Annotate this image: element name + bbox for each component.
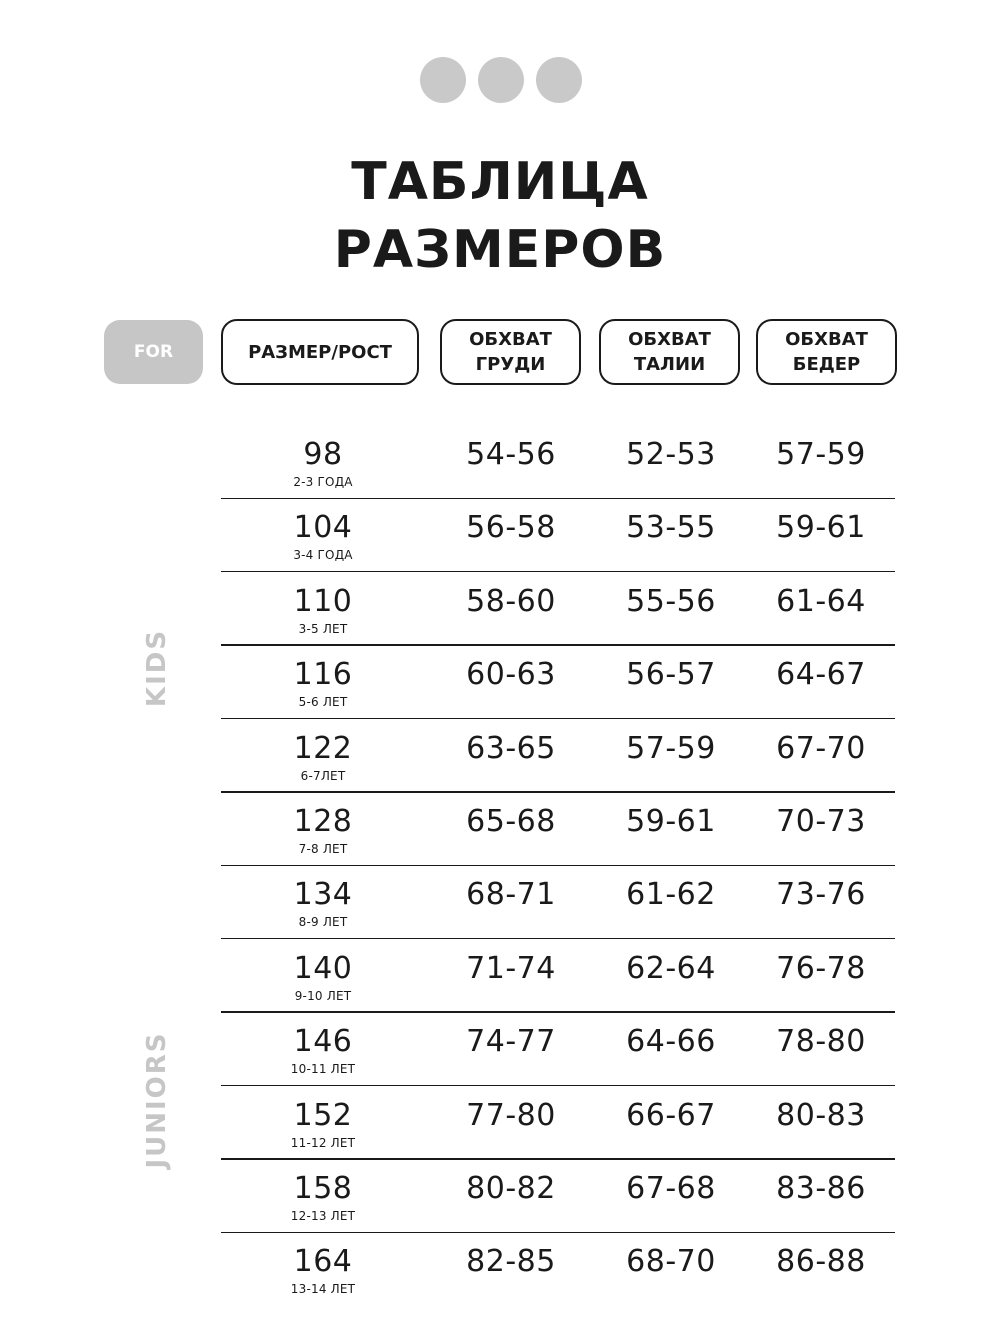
age-range: 7-8 ЛЕТ: [298, 842, 348, 856]
chest-value: 63-65: [466, 730, 556, 766]
header-waist-line-2: ТАЛИИ: [633, 354, 706, 375]
size-value: 158: [293, 1171, 353, 1206]
size-cell: [221, 1025, 425, 1077]
waist-value: 61-62: [626, 877, 716, 913]
size-cell: [221, 952, 425, 1004]
chest-value: 58-60: [466, 583, 556, 619]
size-value: 128: [293, 804, 353, 839]
header-chest-line-2: ГРУДИ: [475, 354, 546, 375]
table-row: [221, 940, 895, 1013]
header-hips-line-2: БЕДЕР: [792, 354, 861, 375]
size-value: 140: [293, 950, 353, 986]
title-line-2: РАЗМЕРОВ: [333, 220, 667, 280]
chest-value: 65-68: [466, 804, 556, 839]
header-size-height: [221, 319, 419, 385]
hips-value: 59-61: [776, 510, 866, 546]
size-value: 152: [293, 1097, 353, 1133]
chest-value: 80-82: [466, 1171, 556, 1206]
size-cell: [221, 658, 425, 710]
size-cell: [221, 511, 425, 563]
table-row: [221, 1233, 895, 1306]
hips-value: 57-59: [776, 437, 866, 472]
group-label-juniors: JUNIORS: [142, 1031, 172, 1169]
header-waist-line-1: ОБХВАТ: [628, 329, 711, 350]
table-row: [221, 1087, 895, 1160]
chest-value: 71-74: [466, 950, 556, 986]
hips-value: 83-86: [776, 1171, 866, 1206]
hips-value: 80-83: [776, 1097, 866, 1133]
header-hips-line-1: ОБХВАТ: [785, 329, 868, 350]
hips-value: 78-80: [776, 1024, 866, 1060]
chest-value: 68-71: [466, 877, 556, 913]
pagination-dots: [420, 57, 582, 103]
header-chest-line-1: ОБХВАТ: [469, 329, 552, 350]
header-hips: [756, 319, 897, 385]
table-row: [221, 646, 895, 719]
age-range: 13-14 ЛЕТ: [290, 1282, 356, 1297]
hips-value: 70-73: [776, 804, 866, 839]
waist-value: 67-68: [626, 1171, 716, 1206]
title-line-1: ТАБЛИЦА: [351, 152, 649, 212]
group-label-kids: KIDS: [142, 628, 172, 708]
hips-value: 67-70: [776, 730, 866, 766]
hips-value: 64-67: [776, 657, 866, 693]
size-cell: [221, 585, 425, 637]
size-cell: [221, 1172, 425, 1224]
size-value: 104: [293, 510, 353, 546]
size-value: 122: [293, 730, 353, 766]
size-value: 98: [303, 437, 343, 472]
table-row: [221, 793, 895, 866]
table-row: [221, 499, 895, 572]
size-cell: [221, 732, 425, 784]
age-range: 9-10 ЛЕТ: [294, 988, 352, 1003]
waist-value: 64-66: [626, 1024, 716, 1060]
hips-value: 76-78: [776, 950, 866, 986]
size-value: 116: [293, 657, 353, 693]
chest-value: 54-56: [466, 437, 556, 472]
age-range: 11-12 ЛЕТ: [290, 1135, 356, 1150]
waist-value: 62-64: [626, 950, 716, 986]
chest-value: 60-63: [466, 657, 556, 693]
age-range: 3-4 ГОДА: [293, 548, 353, 563]
age-range: 5-6 ЛЕТ: [298, 695, 348, 710]
size-value: 164: [293, 1244, 353, 1280]
hips-value: 73-76: [776, 877, 866, 913]
waist-value: 68-70: [626, 1244, 716, 1280]
dot-3: [536, 57, 582, 103]
header-chest: [440, 319, 581, 385]
age-range: 3-5 ЛЕТ: [298, 621, 348, 636]
age-range: 10-11 ЛЕТ: [290, 1062, 356, 1077]
chest-value: 56-58: [466, 510, 556, 546]
dot-1: [420, 57, 466, 103]
waist-value: 53-55: [626, 510, 716, 546]
dot-2: [478, 57, 524, 103]
age-range: 6-7ЛЕТ: [300, 768, 346, 783]
chest-value: 74-77: [466, 1024, 556, 1060]
hips-value: 86-88: [776, 1244, 866, 1280]
age-range: 2-3 ГОДА: [293, 475, 353, 489]
table-row: [221, 573, 895, 646]
age-range: 8-9 ЛЕТ: [298, 915, 348, 930]
size-cell: [221, 878, 425, 930]
chest-value: 82-85: [466, 1244, 556, 1280]
table-row: [221, 1013, 895, 1086]
waist-value: 55-56: [626, 583, 716, 619]
size-cell: [221, 1099, 425, 1151]
header-size-height-label: РАЗМЕР/РОСТ: [248, 341, 392, 363]
table-row: [221, 426, 895, 499]
header-waist: [599, 319, 740, 385]
page-title: [0, 148, 1000, 284]
table-row: [221, 866, 895, 939]
size-cell: [221, 1245, 425, 1297]
size-cell: [221, 805, 425, 857]
waist-value: 57-59: [626, 730, 716, 766]
header-for: FOR: [104, 320, 203, 384]
table-row: [221, 720, 895, 793]
hips-value: 61-64: [776, 583, 866, 619]
waist-value: 56-57: [626, 657, 716, 693]
waist-value: 66-67: [626, 1097, 716, 1133]
age-range: 12-13 ЛЕТ: [290, 1209, 356, 1223]
size-value: 146: [293, 1024, 353, 1060]
size-value: 110: [293, 583, 353, 619]
waist-value: 59-61: [626, 804, 716, 839]
table-row: [221, 1160, 895, 1233]
size-value: 134: [293, 877, 353, 913]
waist-value: 52-53: [626, 437, 716, 472]
size-cell: [221, 438, 425, 490]
chest-value: 77-80: [466, 1097, 556, 1133]
